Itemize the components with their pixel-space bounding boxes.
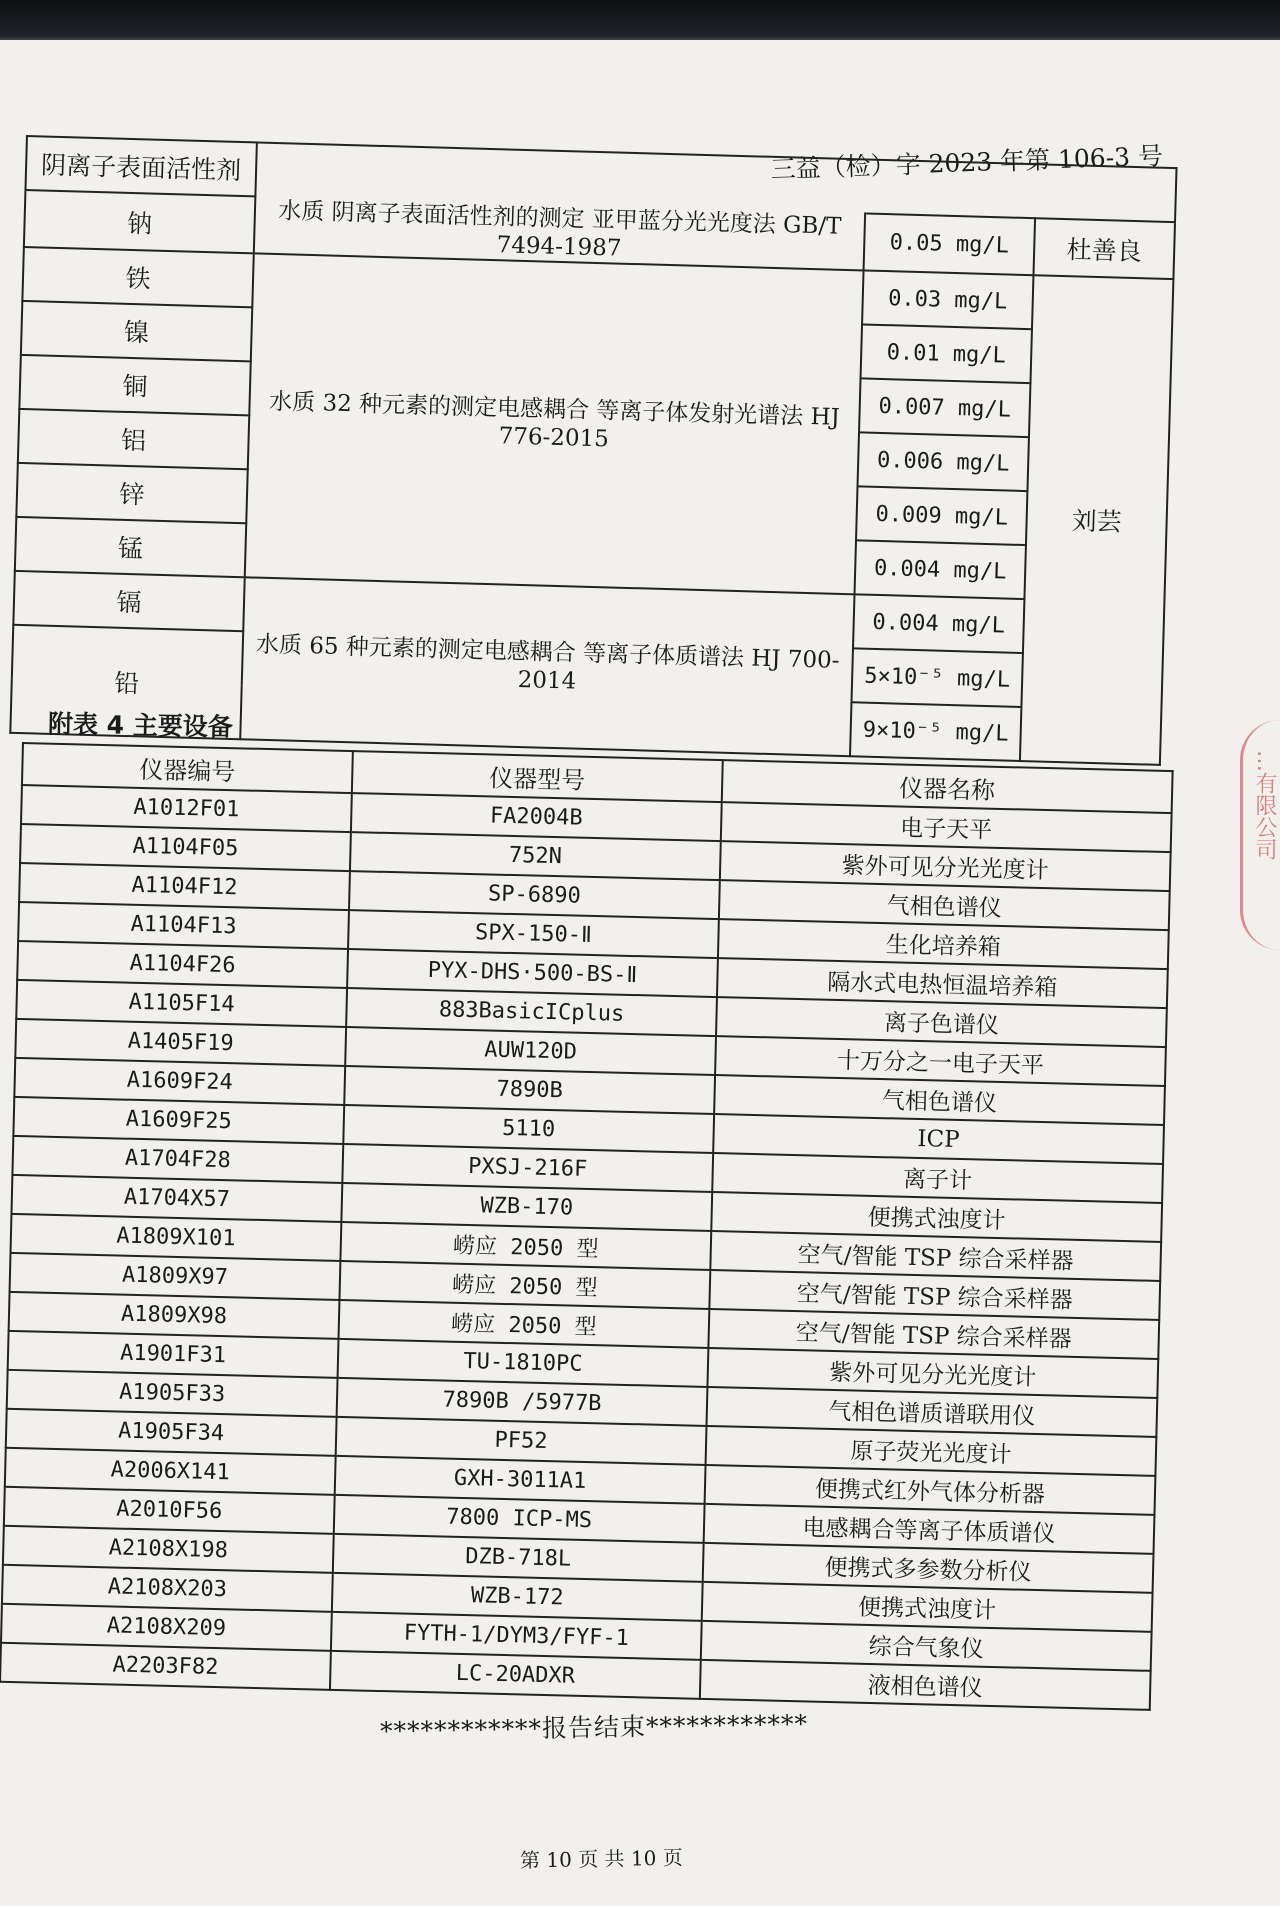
method-cell: 水质 阴离子表面活性剂的测定 亚甲蓝分光光度法 GB/T 7494-1987 bbox=[254, 196, 865, 270]
instrument-name-cell: 便携式多参数分析仪 bbox=[703, 1543, 1154, 1593]
instrument-model-cell: PXSJ-216F bbox=[342, 1144, 713, 1192]
instrument-name-cell: 原子荧光光度计 bbox=[706, 1426, 1157, 1476]
analyst-cell: 杜善良 bbox=[1033, 218, 1175, 279]
instrument-id-cell: A1809X97 bbox=[10, 1253, 341, 1300]
instrument-model-cell: 7800 ICP-MS bbox=[334, 1495, 705, 1543]
instrument-model-cell: PF52 bbox=[336, 1417, 707, 1465]
instrument-model-cell: 5110 bbox=[343, 1105, 714, 1153]
instrument-model-cell: 7890B /5977B bbox=[337, 1378, 708, 1426]
report-end-marker: ************报告结束************ bbox=[379, 1709, 809, 1746]
limit-cell: 0.03 mg/L bbox=[862, 270, 1033, 329]
instrument-model-cell: GXH-3011A1 bbox=[335, 1456, 706, 1504]
element-cell: 铁 bbox=[22, 247, 253, 307]
param-cell: 阴离子表面活性剂 bbox=[25, 136, 256, 196]
instrument-id-cell: A1704F28 bbox=[12, 1136, 343, 1183]
instrument-model-cell: 752N bbox=[350, 832, 721, 880]
instrument-model-cell: 崂应 2050 型 bbox=[339, 1300, 710, 1348]
instrument-id-cell: A1104F26 bbox=[17, 941, 348, 988]
instrument-id-cell: A1405F19 bbox=[15, 1019, 346, 1066]
instrument-model-cell: 883BasicICplus bbox=[346, 988, 717, 1036]
instrument-id-cell: A1901F31 bbox=[8, 1331, 339, 1378]
element-cell: 钠 bbox=[24, 190, 256, 253]
instrument-model-cell: 7890B bbox=[344, 1066, 715, 1114]
instrument-model-cell: LC-20ADXR bbox=[330, 1651, 701, 1699]
instrument-name-cell: 便携式浊度计 bbox=[711, 1192, 1162, 1242]
instrument-name-cell: 离子计 bbox=[712, 1153, 1163, 1203]
instrument-name-cell: 生化培养箱 bbox=[718, 919, 1169, 969]
limit-cell: 0.009 mg/L bbox=[856, 486, 1027, 545]
method-cell: 水质 32 种元素的测定电感耦合 等离子体发射光谱法 HJ 776-2015 bbox=[245, 253, 864, 594]
appendix-caption: 附表 4 主要设备 bbox=[47, 709, 234, 742]
instrument-name-cell: 气相色谱仪 bbox=[714, 1075, 1165, 1125]
instrument-name-cell: 紫外可见分光光度计 bbox=[720, 841, 1171, 891]
page-footer: 第 10 页 共 10 页 bbox=[519, 1845, 683, 1873]
instrument-id-cell: A1609F24 bbox=[14, 1058, 345, 1105]
instrument-model-cell: DZB-718L bbox=[333, 1534, 704, 1582]
limit-cell: 0.004 mg/L bbox=[853, 594, 1024, 653]
instrument-name-cell: ICP bbox=[713, 1114, 1164, 1164]
instrument-id-cell: A1012F01 bbox=[21, 785, 352, 832]
instrument-id-cell: A1809X98 bbox=[9, 1292, 340, 1339]
instrument-model-cell: 崂应 2050 型 bbox=[339, 1261, 710, 1309]
instrument-name-cell: 紫外可见分光光度计 bbox=[707, 1348, 1158, 1398]
instrument-model-cell: TU-1810PC bbox=[338, 1339, 709, 1387]
instrument-id-cell: A1905F34 bbox=[6, 1409, 337, 1456]
limit-cell: 0.004 mg/L bbox=[854, 540, 1025, 599]
instrument-name-cell: 隔水式电热恒温培养箱 bbox=[717, 958, 1168, 1008]
equipment-table bbox=[0, 742, 1174, 1711]
instrument-model-cell: AUW120D bbox=[345, 1027, 716, 1075]
element-cell: 锌 bbox=[16, 463, 247, 523]
instrument-name-cell: 十万分之一电子天平 bbox=[715, 1036, 1166, 1086]
instrument-name-cell: 气相色谱仪 bbox=[719, 880, 1170, 930]
instrument-model-cell: FA2004B bbox=[351, 793, 722, 841]
limit-cell: 5×10⁻⁵ mg/L bbox=[851, 648, 1022, 707]
instrument-model-cell: SP-6890 bbox=[349, 871, 720, 919]
element-cell: 铝 bbox=[18, 409, 249, 469]
column-header: 仪器型号 bbox=[352, 751, 723, 802]
instrument-name-cell: 空气/智能 TSP 综合采样器 bbox=[710, 1231, 1161, 1281]
instrument-id-cell: A1809X101 bbox=[11, 1214, 342, 1261]
instrument-model-cell: FYTH-1/DYM3/FYF-1 bbox=[331, 1612, 702, 1660]
element-cell: 铜 bbox=[19, 355, 250, 415]
instrument-name-cell: 电感耦合等离子体质谱仪 bbox=[704, 1504, 1155, 1554]
instrument-name-cell: 综合气象仪 bbox=[701, 1621, 1152, 1671]
instrument-model-cell: 崂应 2050 型 bbox=[340, 1222, 711, 1270]
instrument-id-cell: A2010F56 bbox=[4, 1487, 335, 1534]
instrument-model-cell: WZB-172 bbox=[332, 1573, 703, 1621]
column-header: 仪器编号 bbox=[22, 743, 353, 793]
instrument-id-cell: A2006X141 bbox=[5, 1448, 336, 1495]
instrument-id-cell: A2108X209 bbox=[1, 1604, 332, 1651]
limit-cell: 0.01 mg/L bbox=[861, 324, 1032, 383]
instrument-name-cell: 气相色谱质谱联用仪 bbox=[706, 1387, 1157, 1437]
instrument-id-cell: A2108X198 bbox=[3, 1526, 334, 1573]
instrument-id-cell: A1104F12 bbox=[19, 863, 350, 910]
instrument-name-cell: 便携式红外气体分析器 bbox=[705, 1465, 1156, 1515]
stamp-text: …有限公司 bbox=[1252, 750, 1277, 860]
instrument-name-cell: 离子色谱仪 bbox=[716, 997, 1167, 1047]
element-cell: 锰 bbox=[15, 517, 246, 577]
column-header: 仪器名称 bbox=[722, 760, 1173, 813]
instrument-id-cell: A1105F14 bbox=[16, 980, 347, 1027]
instrument-id-cell: A2108X203 bbox=[2, 1565, 333, 1612]
limit-cell: 0.05 mg/L bbox=[864, 213, 1036, 275]
instrument-name-cell: 空气/智能 TSP 综合采样器 bbox=[709, 1270, 1160, 1320]
method-cell: 水质 65 种元素的测定电感耦合 等离子体质谱法 HJ 700-2014 bbox=[240, 577, 854, 756]
instrument-model-cell: PYX-DHS·500-BS-Ⅱ bbox=[347, 949, 718, 997]
analyst-cell: 刘芸 bbox=[1020, 275, 1174, 765]
limit-cell: 0.007 mg/L bbox=[859, 378, 1030, 437]
instrument-id-cell: A1905F33 bbox=[7, 1370, 338, 1417]
element-cell: 镍 bbox=[21, 301, 252, 361]
instrument-name-cell: 空气/智能 TSP 综合采样器 bbox=[708, 1309, 1159, 1359]
instrument-id-cell: A1104F05 bbox=[20, 824, 351, 871]
instrument-id-cell: A1104F13 bbox=[18, 902, 349, 949]
instrument-name-cell: 便携式浊度计 bbox=[702, 1582, 1153, 1632]
instrument-id-cell: A2203F82 bbox=[0, 1643, 331, 1690]
instrument-id-cell: A1704X57 bbox=[11, 1175, 342, 1222]
instrument-id-cell: A1609F25 bbox=[13, 1097, 344, 1144]
element-cell: 镉 bbox=[13, 571, 244, 631]
report-reference-number: 三益（检）字 2023 年第 106-3 号 bbox=[770, 141, 1164, 184]
limit-cell: 0.006 mg/L bbox=[858, 432, 1029, 491]
element-cell: 铅 bbox=[10, 625, 243, 739]
instrument-name-cell: 液相色谱仪 bbox=[700, 1660, 1151, 1710]
instrument-model-cell: WZB-170 bbox=[341, 1183, 712, 1231]
red-seal-stamp bbox=[1240, 720, 1280, 950]
instrument-model-cell: SPX-150-Ⅱ bbox=[348, 910, 719, 958]
detection-limit-table bbox=[9, 135, 1177, 766]
instrument-name-cell: 电子天平 bbox=[721, 802, 1172, 852]
limit-cell: 9×10⁻⁵ mg/L bbox=[850, 702, 1021, 761]
